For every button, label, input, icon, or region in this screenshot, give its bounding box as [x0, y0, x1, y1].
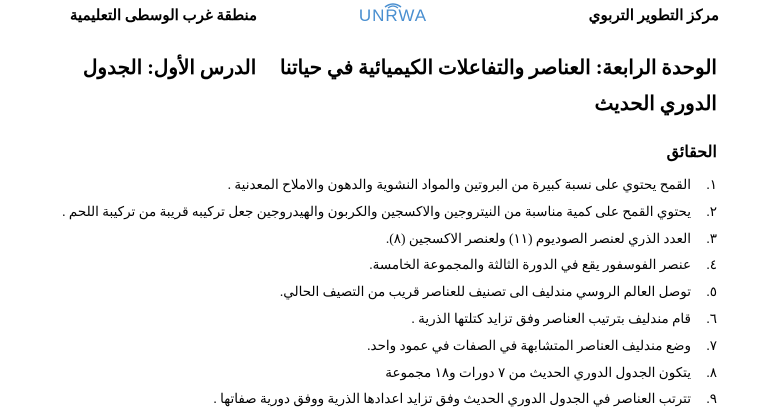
list-item	[117, 252, 717, 279]
page-header	[0, 4, 780, 30]
lesson-title: الدرس الأول: الجدول	[83, 57, 257, 79]
list-item	[117, 279, 717, 306]
item-text: العدد الذري لعنصر الصوديوم (١١) ولعنصر الاكسجين (٨).	[385, 230, 691, 246]
item-number: ٥.	[706, 284, 717, 300]
unrwa-logo	[355, 2, 431, 28]
item-text: وضع مندليف العناصر المتشابهة في الصفات في عمود واحد.	[367, 337, 691, 353]
list-item	[117, 306, 717, 333]
item-number: ٤.	[706, 257, 717, 273]
region-name: منطقة غرب الوسطى التعليمية	[70, 8, 258, 24]
lesson-title-continued: الدوري الحديث	[594, 93, 717, 115]
title-line-1	[67, 50, 717, 86]
item-number: ٧.	[706, 337, 717, 353]
list-item	[117, 386, 717, 413]
item-number: ٨.	[706, 364, 717, 380]
item-number: ٣.	[706, 230, 717, 246]
facts-list	[62, 172, 717, 413]
item-number: ١.	[706, 177, 717, 192]
item-number: ٢.	[706, 203, 717, 219]
item-text: القمح يحتوي على نسبة كبيرة من البروتين والمواد النشوية والدهون والاملاح المعدنية .	[227, 177, 691, 192]
item-number: ٦.	[706, 310, 717, 326]
item-text: تترتب العناصر في الجدول الدوري الحديث وفق تزايد اعدادها الذرية ووفق دورية صفاتها .	[213, 391, 691, 407]
title-block	[67, 50, 717, 122]
unit-title: الوحدة الرابعة: العناصر والتفاعلات الكيميائية في حياتنا	[279, 57, 717, 79]
item-text: قام مندليف بترتيب العناصر وفق تزايد كتلتها الذرية .	[411, 310, 691, 326]
list-item	[117, 172, 717, 199]
center-name: مركز التطوير التربوي	[588, 8, 719, 24]
item-text: يتكون الجدول الدوري الحديث من ٧ دورات و١٨ مجموعة	[385, 364, 691, 380]
item-text: توصل العالم الروسي مندليف الى تصنيف للعناصر قريب من التصيف الحالي.	[279, 284, 691, 300]
item-text: عنصر الفوسفور يقع في الدورة الثالثة والمجموعة الخامسة.	[369, 257, 691, 273]
list-item	[117, 226, 717, 253]
list-item	[117, 360, 717, 387]
list-item	[117, 333, 717, 360]
title-line-2	[67, 86, 717, 122]
facts-heading: الحقائق	[666, 144, 717, 161]
list-item	[62, 199, 717, 226]
item-number: ٩.	[706, 391, 717, 407]
item-text: يحتوي القمح على كمية مناسبة من النيتروجين والاكسجين والكربون والهيدروجين جعل تركيبه قريبة من تركيبة اللحم .	[62, 203, 691, 219]
logo-text: UNRWA	[358, 6, 428, 25]
